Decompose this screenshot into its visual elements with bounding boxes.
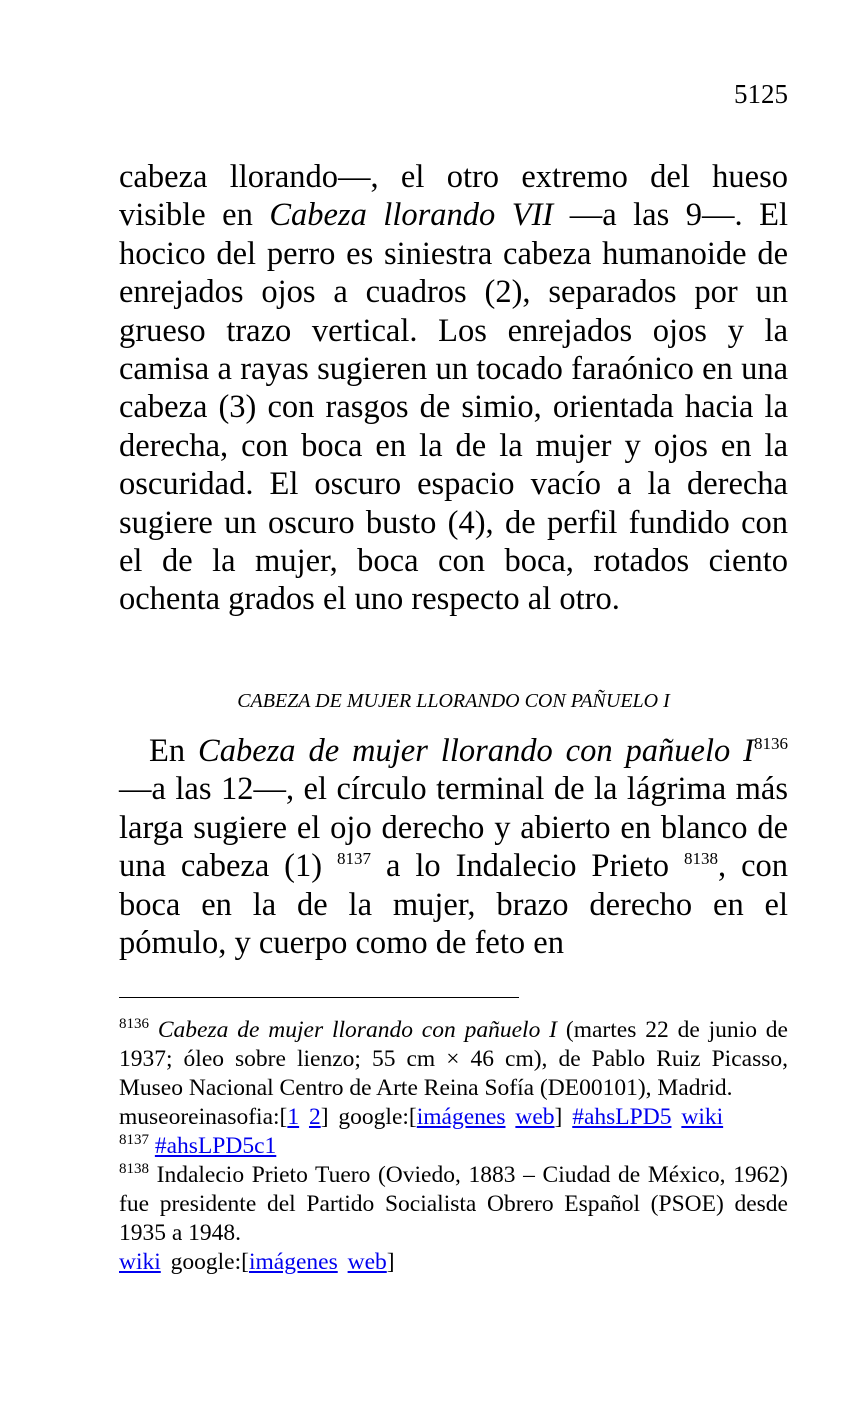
links-prefix: google:[ <box>160 1249 249 1275</box>
artwork-title: Cabeza llorando VII <box>269 197 554 234</box>
links-close: ] <box>386 1249 395 1275</box>
links-prefix: museoreinasofia:[ <box>119 1104 288 1130</box>
anchor-link[interactable]: #ahsLPD5c1 <box>154 1133 277 1159</box>
links-close: ] <box>554 1104 563 1130</box>
para1-text-1: cabeza llorando—, el otro extremo del hueso visible en <box>119 159 788 234</box>
page-number: 5125 <box>734 79 788 109</box>
para2-text-3: a lo Indalecio Prieto <box>371 848 684 885</box>
anchor-link[interactable]: #ahsLPD5 <box>572 1104 672 1130</box>
footnote-number: 8136 <box>119 1016 149 1033</box>
footnote-number: 8137 <box>119 1132 149 1149</box>
body-paragraph-2 <box>119 732 788 962</box>
wiki-link[interactable]: wiki <box>681 1104 724 1130</box>
footnote-8137 <box>119 1132 788 1161</box>
links-mid: ] google:[ <box>320 1104 417 1130</box>
museum-link-1[interactable]: 1 <box>287 1104 300 1130</box>
para1-text-2: —a las 9—. El hocico del perro es siniestra cabeza humanoide de enrejados ojos a cuadros (2), separados por un grueso trazo vertical. Los enrejados ojos y la camisa a rayas sugieren un tocado faraónico en una cabeza (3) con rasgos de simio, orientada hacia la derecha, con boca en la de la mujer y ojos en la oscuridad. El oscuro espacio vacío a la derecha sugiere un oscuro busto (4), de perfil fundido con el de la mujer, boca con boca, rotados ciento ochenta grados el uno respecto al otro. <box>119 197 788 618</box>
footnote-ref-8138[interactable]: 8138 <box>684 849 718 869</box>
footnote-ref-8136[interactable]: 8136 <box>753 734 788 754</box>
footnote-8138-links <box>119 1248 788 1277</box>
google-images-link[interactable]: imágenes <box>248 1249 338 1275</box>
wiki-link[interactable]: wiki <box>119 1249 161 1275</box>
footnote-separator <box>119 997 519 998</box>
footnotes <box>119 1016 788 1277</box>
google-web-link[interactable]: web <box>347 1249 387 1275</box>
para2-text-1: En <box>149 733 199 769</box>
museum-link-2[interactable]: 2 <box>308 1104 321 1130</box>
para2-text-4: , con boca en la de la mujer, brazo derecho en el pómulo, y cuerpo como de feto en <box>119 848 788 962</box>
footnote-8136-links <box>119 1103 788 1132</box>
footnote-8138 <box>119 1161 788 1248</box>
artwork-title: Cabeza de mujer llorando con pañuelo I <box>198 733 754 769</box>
para2-text-2: —a las 12—, el círculo terminal de la lágrima más larga sugiere el ojo derecho y abierto en blanco de una cabeza (1) <box>119 771 788 885</box>
footnote-8136 <box>119 1016 788 1103</box>
footnote-number: 8138 <box>119 1161 149 1178</box>
footnote-text: Indalecio Prieto Tuero (Oviedo, 1883 – Ciudad de México, 1962) fue presidente del Partido Socialista Obrero Español (PSOE) desde 1935 a 1948. <box>119 1162 788 1246</box>
google-images-link[interactable]: imágenes <box>416 1104 506 1130</box>
google-web-link[interactable]: web <box>515 1104 555 1130</box>
footnote-ref-8137[interactable]: 8137 <box>337 849 372 869</box>
body-paragraph-1 <box>119 158 788 619</box>
footnote-artwork-title: Cabeza de mujer llorando con pañuelo I <box>157 1017 558 1043</box>
section-heading: CABEZA DE MUJER LLORANDO CON PAÑUELO I <box>237 690 670 712</box>
footnote-text: (martes 22 de junio de 1937; óleo sobre lienzo; 55 cm × 46 cm), de Pablo Ruiz Picasso, Museo Nacional Centro de Arte Reina Sofía (DE00101), Madrid. <box>119 1017 788 1101</box>
